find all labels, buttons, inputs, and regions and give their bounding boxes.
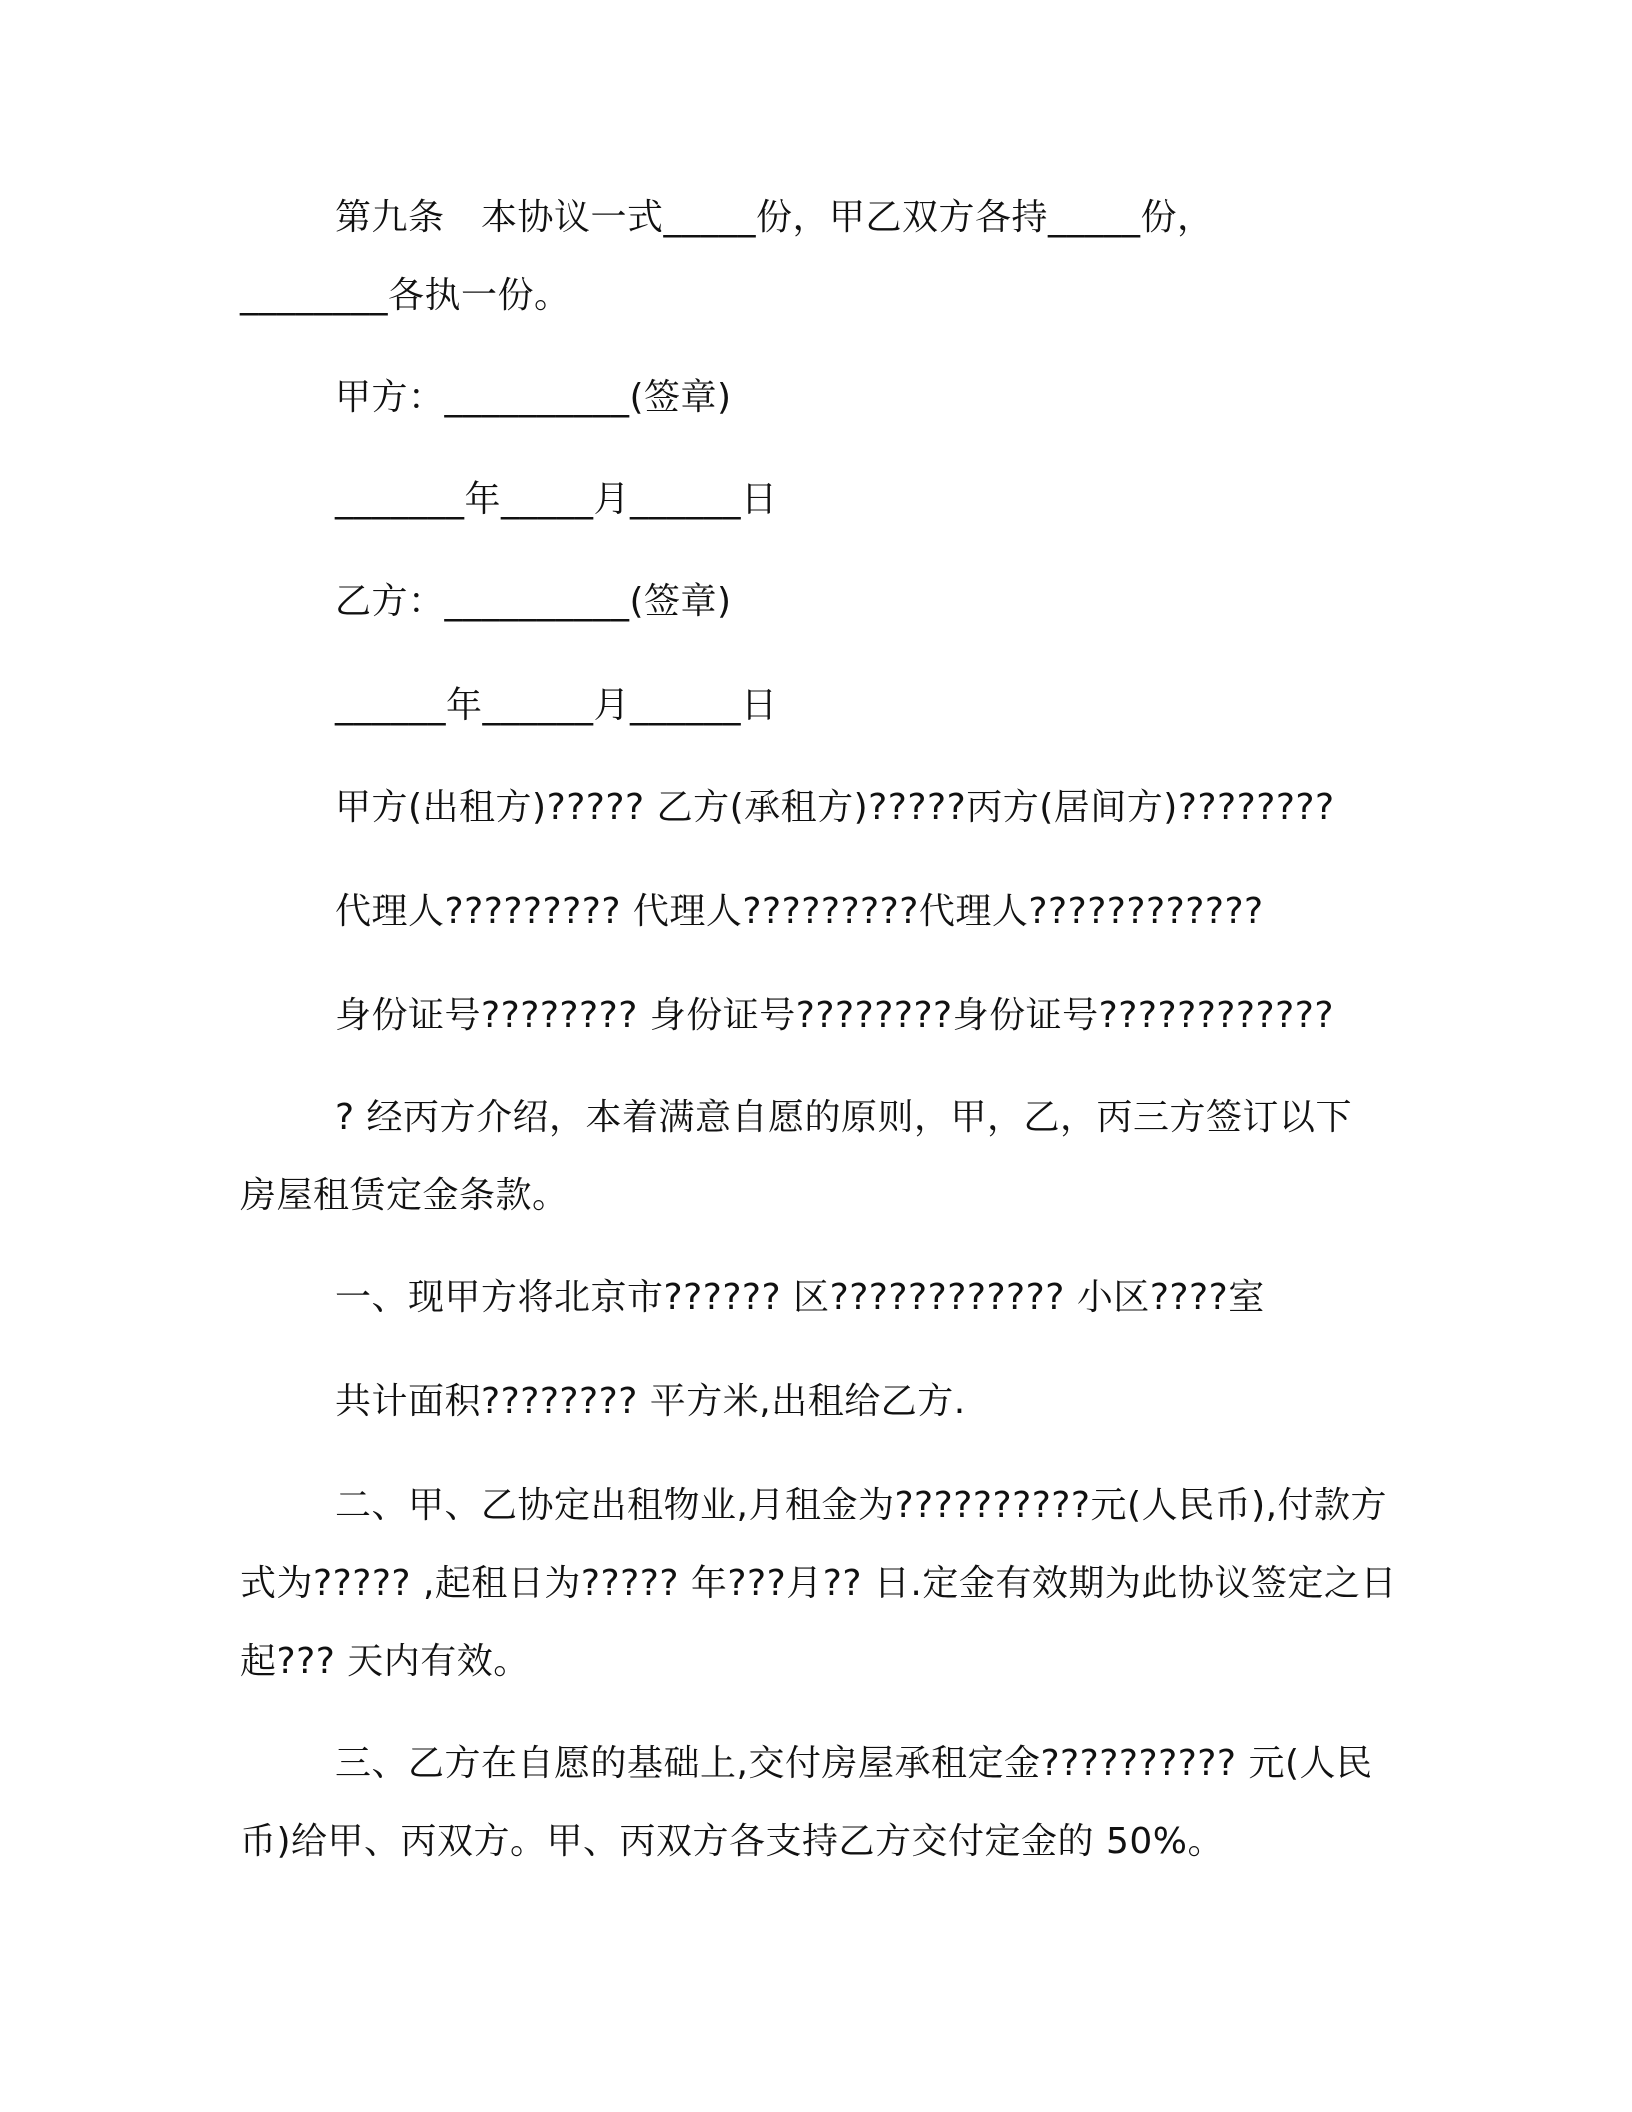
party-b-signature-line: 乙方：__________(签章) bbox=[335, 581, 732, 622]
party-a-date-line: _______年_____月______日 bbox=[335, 479, 778, 520]
parties-line: 甲方(出租方)????? 乙方(承租方)?????丙方(居间方)???????? bbox=[335, 787, 1335, 828]
clause-two-line-1: 二、甲、乙协定出租物业,月租金为??????????元(人民币),付款方 bbox=[335, 1485, 1388, 1526]
party-b-date-line: ______年______月______日 bbox=[335, 685, 778, 726]
intro-paragraph-line-2: 房屋租赁定金条款。 bbox=[240, 1175, 569, 1216]
clause-two-line-3: 起??? 天内有效。 bbox=[240, 1641, 530, 1682]
intro-paragraph-line-1: ? 经丙方介绍，本着满意自愿的原则，甲，乙，丙三方签订以下 bbox=[335, 1097, 1353, 1138]
id-numbers-line: 身份证号???????? 身份证号????????身份证号???????????? bbox=[335, 995, 1334, 1036]
clause-one-line-2: 共计面积???????? 平方米,出租给乙方. bbox=[335, 1381, 966, 1422]
article-nine-continuation: ________各执一份。 bbox=[240, 275, 571, 316]
clause-one-line-1: 一、现甲方将北京市?????? 区???????????? 小区????室 bbox=[335, 1277, 1265, 1318]
clause-three-line-2: 币)给甲、丙双方。甲、丙双方各支持乙方交付定金的 50%。 bbox=[240, 1821, 1225, 1862]
agents-line: 代理人????????? 代理人?????????代理人???????????? bbox=[335, 891, 1264, 932]
clause-three-line-1: 三、乙方在自愿的基础上,交付房屋承租定金?????????? 元(人民 bbox=[335, 1743, 1373, 1784]
party-a-signature-line: 甲方：__________(签章) bbox=[335, 377, 732, 418]
article-nine-line: 第九条 本协议一式_____份，甲乙双方各持_____份， bbox=[335, 197, 1214, 238]
clause-two-line-2: 式为????? ,起租日为????? 年???月?? 日.定金有效期为此协议签定之日 bbox=[240, 1563, 1397, 1604]
